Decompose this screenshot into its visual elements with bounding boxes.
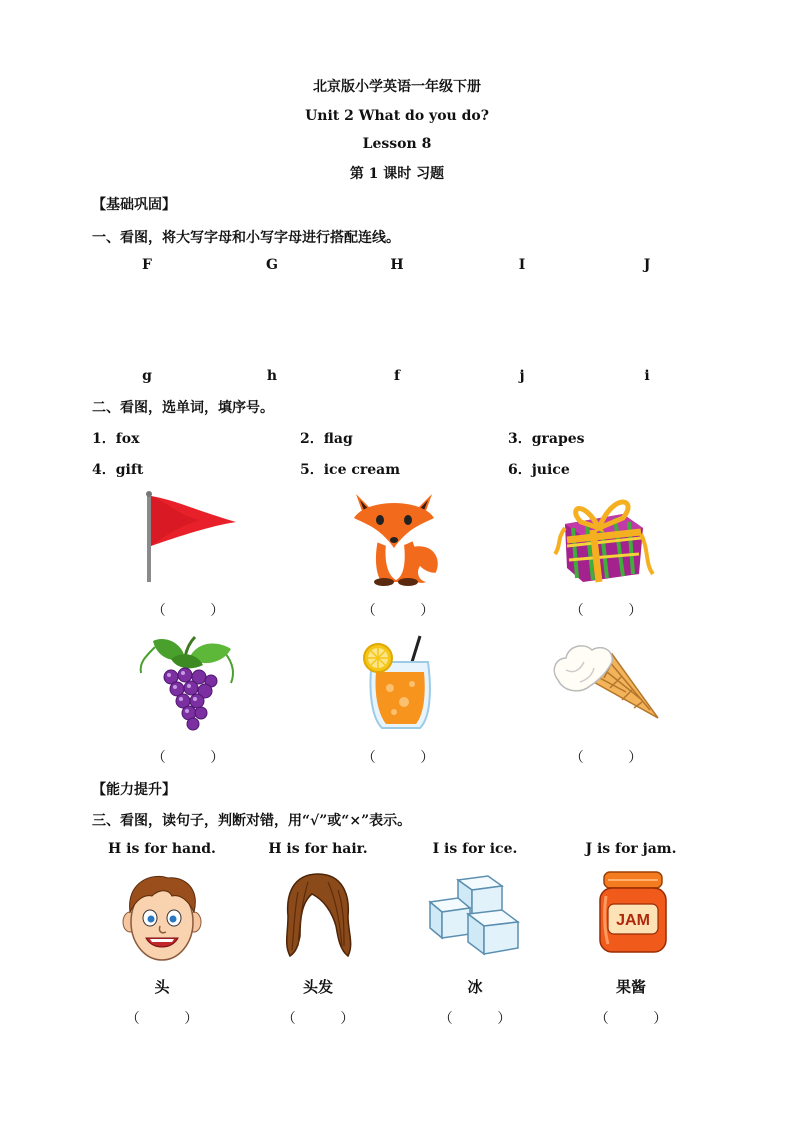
word-option: 5．ice cream: [300, 462, 401, 478]
uppercase-letter[interactable]: G: [266, 257, 278, 273]
lesson-title: Lesson 8: [362, 136, 432, 152]
section-advanced-label: 【能力提升】: [92, 782, 176, 798]
grapes-picture: [135, 633, 240, 733]
lowercase-letter[interactable]: h: [266, 368, 278, 384]
unit-title: Unit 2 What do you do?: [305, 108, 489, 124]
jam-jar-picture: [596, 870, 670, 956]
answer-blank[interactable]: （ ）: [438, 1011, 512, 1027]
sentence: H is for hair.: [268, 841, 368, 857]
lowercase-letter[interactable]: f: [393, 368, 401, 384]
answer-blank[interactable]: （ ）: [125, 1011, 199, 1027]
gift-picture: [553, 488, 658, 586]
word-option: 1．fox: [92, 431, 140, 447]
uppercase-letter[interactable]: F: [142, 257, 152, 273]
chinese-word: 头: [154, 978, 170, 996]
flag-pole: [147, 494, 151, 582]
uppercase-letter[interactable]: H: [390, 257, 404, 273]
hair-picture: [282, 872, 354, 960]
fox-picture: [346, 488, 448, 586]
answer-blank[interactable]: （ ）: [151, 603, 225, 619]
chinese-word: 果酱: [615, 978, 646, 996]
lowercase-letter[interactable]: j: [519, 368, 525, 384]
ice-picture: [428, 872, 524, 956]
chinese-word: 头发: [302, 978, 333, 996]
word-option: 6．juice: [508, 462, 570, 478]
lowercase-letter[interactable]: g: [142, 368, 152, 384]
answer-blank[interactable]: （ ）: [594, 1011, 668, 1027]
flag-picture: [140, 490, 240, 585]
juice-picture: [360, 632, 440, 732]
uppercase-letter[interactable]: J: [643, 257, 651, 273]
lowercase-letter[interactable]: i: [644, 368, 650, 384]
word-option: 4．gift: [92, 462, 144, 478]
sentence: I is for ice.: [432, 841, 518, 857]
answer-blank[interactable]: （ ）: [151, 750, 225, 766]
word-option: 3．grapes: [508, 431, 585, 447]
book-title: 北京版小学英语一年级下册: [313, 79, 481, 95]
ice-cream-picture: [550, 640, 660, 722]
sentence: H is for hand.: [108, 841, 216, 857]
jar-label-text: JAM: [616, 912, 650, 929]
word-option: 2．flag: [300, 431, 353, 447]
sentence: J is for jam.: [585, 841, 677, 857]
chinese-word: 冰: [467, 978, 483, 996]
uppercase-letter[interactable]: I: [518, 257, 526, 273]
answer-blank[interactable]: （ ）: [569, 750, 643, 766]
answer-blank[interactable]: （ ）: [569, 603, 643, 619]
answer-blank[interactable]: （ ）: [281, 1011, 355, 1027]
answer-blank[interactable]: （ ）: [361, 603, 435, 619]
q3-instruction: 三、看图，读句子，判断对错，用“√”或“×”表示。: [92, 813, 412, 829]
answer-blank[interactable]: （ ）: [361, 750, 435, 766]
period-title: 第 1 课时 习题: [349, 166, 445, 182]
q1-instruction: 一、看图，将大写字母和小写字母进行搭配连线。: [92, 230, 400, 246]
q2-instruction: 二、看图，选单词，填序号。: [92, 400, 274, 416]
section-basic-label: 【基础巩固】: [92, 197, 176, 213]
head-picture: [122, 872, 202, 962]
